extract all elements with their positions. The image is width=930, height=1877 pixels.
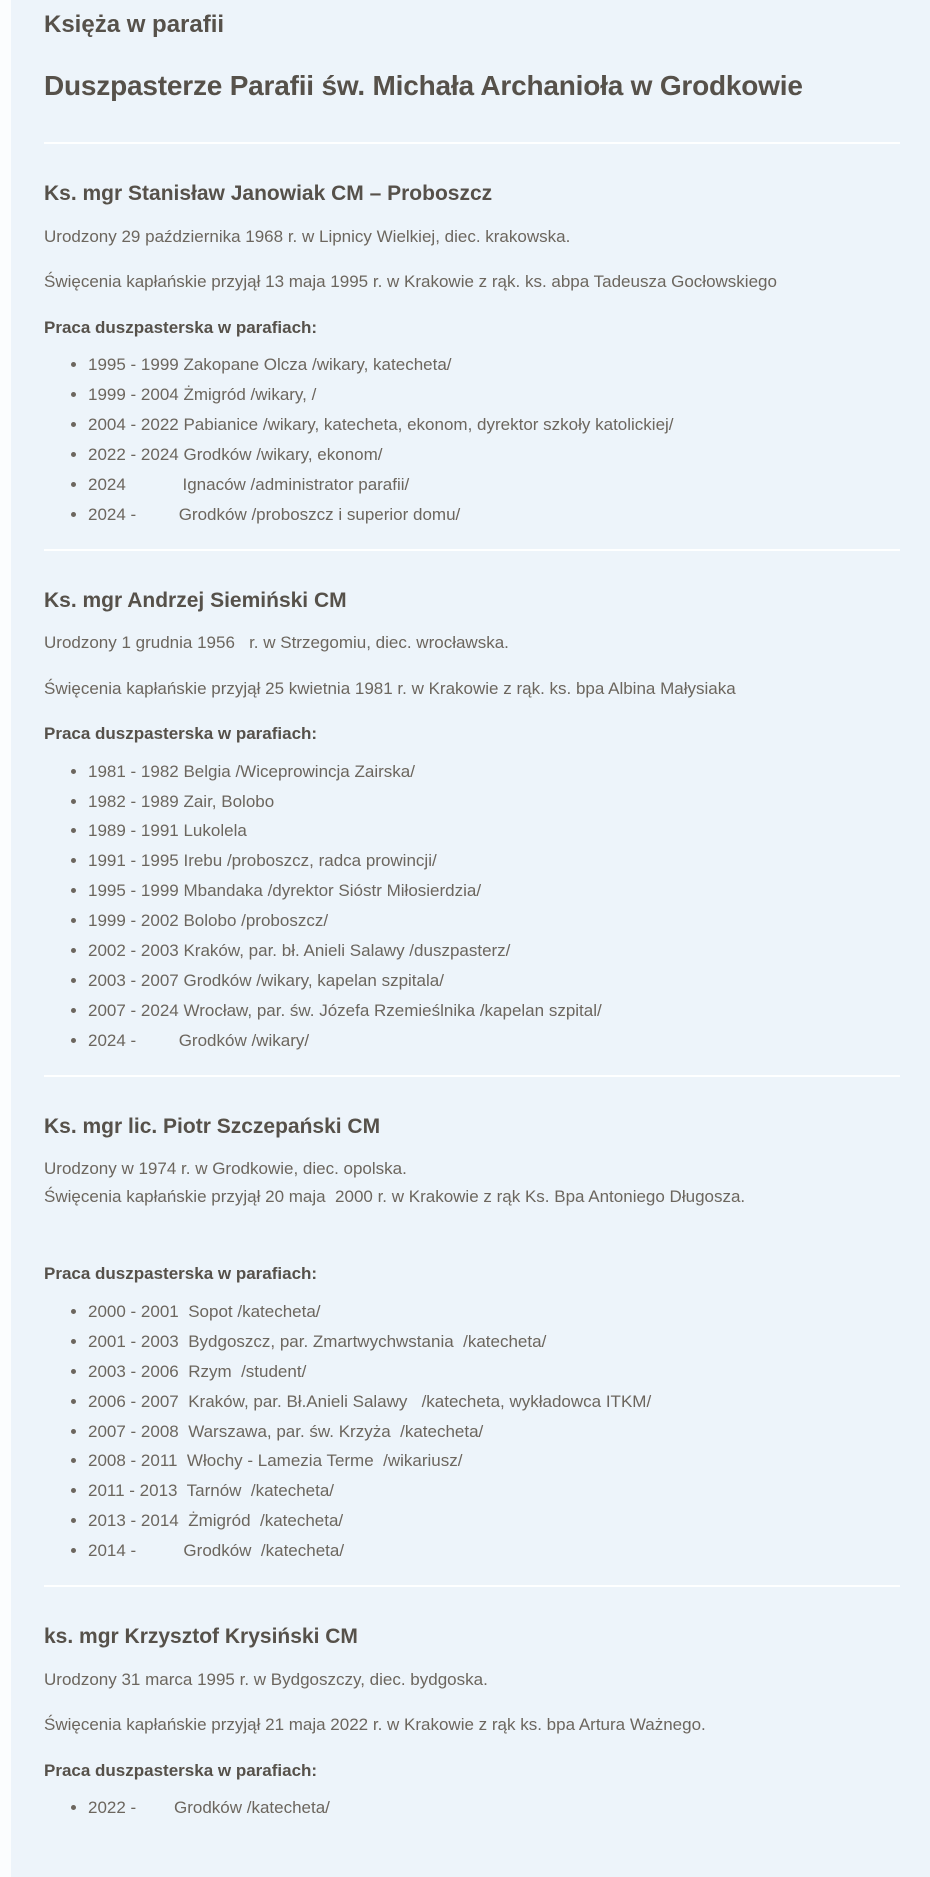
assignment-item: • 2008 - 2011 Włochy - Lamezia Terme /wikariusz/ [88,1450,900,1473]
assignment-item: • 2007 - 2024 Wrocław, par. św. Józefa Rzemieślnika /kapelan szpital/ [88,1000,900,1023]
assignment-item: • 2024 - Grodków /wikary/ [88,1030,900,1053]
assignment-item: • 2014 - Grodków /katecheta/ [88,1540,900,1563]
priest-section [44,180,900,526]
assignment-list [44,354,900,527]
assignment-item: • 2000 - 2001 Sopot /katecheta/ [88,1301,900,1324]
assignment-item: • 2003 - 2006 Rzym /student/ [88,1361,900,1384]
assignment-item: • 1991 - 1995 Irebu /proboszcz, radca prowincji/ [88,850,900,873]
assignment-list [44,761,900,1053]
assignment-item: • 1995 - 1999 Zakopane Olcza /wikary, katecheta/ [88,354,900,377]
assignment-item: • 2004 - 2022 Pabianice /wikary, katecheta, ekonom, dyrektor szkoły katolickiej/ [88,414,900,437]
birth-info: Urodzony w 1974 r. w Grodkowie, diec. opolska. [44,1159,407,1179]
main-heading: Duszpasterze Parafii św. Michała Archanioła w Grodkowie [44,70,803,101]
birth-info: Urodzony 31 marca 1995 r. w Bydgoszczy, diec. bydgoska. [44,1669,488,1689]
heading-divider [44,142,900,144]
ordination-info: Święcenia kapłańskie przyjął 25 kwietnia 1981 r. w Krakowie z rąk. ks. bpa Albina Małysiaka [44,678,736,698]
assignment-item: • 2007 - 2008 Warszawa, par. św. Krzyża /katecheta/ [88,1421,900,1444]
page-left-edge [0,0,11,1877]
assignment-item: • 1989 - 1991 Lukolela [88,820,900,843]
ordination-info: Święcenia kapłańskie przyjął 13 maja 1995 r. w Krakowie z rąk. ks. abpa Tadeusza Gocłowskiego [44,272,777,292]
assignment-item: • 2024 Ignaców /administrator parafii/ [88,474,900,497]
work-heading: Praca duszpasterska w parafiach: [44,317,318,337]
ordination-info: Święcenia kapłańskie przyjął 20 maja 2000 r. w Krakowie z rąk Ks. Bpa Antoniego Długosza. [44,1186,746,1206]
assignment-list [44,1301,900,1563]
assignment-item: • 2013 - 2014 Żmigród /katecheta/ [88,1510,900,1533]
assignment-item: • 2006 - 2007 Kraków, par. Bł.Anieli Salawy /katecheta, wykładowca ITKM/ [88,1391,900,1414]
assignment-list [44,1797,900,1820]
assignment-item: • 2022 - 2024 Grodków /wikary, ekonom/ [88,444,900,467]
work-heading: Praca duszpasterska w parafiach: [44,1264,318,1284]
priest-name: Ks. mgr lic. Piotr Szczepański CM [44,1114,381,1138]
priest-name: Ks. mgr Andrzej Siemiński CM [44,588,347,612]
priest-name: ks. mgr Krzysztof Krysiński CM [44,1625,358,1649]
assignment-item: • 1995 - 1999 Mbandaka /dyrektor Sióstr Miłosierdzia/ [88,880,900,903]
work-heading: Praca duszpasterska w parafiach: [44,1760,318,1780]
priest-section [44,1623,900,1820]
assignment-item: • 2011 - 2013 Tarnów /katecheta/ [88,1480,900,1503]
ordination-info: Święcenia kapłańskie przyjął 21 maja 2022 r. w Krakowie z rąk ks. bpa Artura Ważnego. [44,1715,706,1735]
assignment-item: • 1999 - 2004 Żmigród /wikary, / [88,384,900,407]
assignment-item: • 1999 - 2002 Bolobo /proboszcz/ [88,910,900,933]
section-divider [44,1075,900,1077]
assignment-item: • 1982 - 1989 Zair, Bolobo [88,791,900,814]
assignment-item: • 2003 - 2007 Grodków /wikary, kapelan szpitala/ [88,970,900,993]
page-title: Księża w parafii [44,11,225,38]
assignment-item: • 2001 - 2003 Bydgoszcz, par. Zmartwychwstania /katecheta/ [88,1331,900,1354]
priest-section [44,1113,900,1563]
assignment-item: • 2022 - Grodków /katecheta/ [88,1797,900,1820]
assignment-item: • 1981 - 1982 Belgia /Wiceprowincja Zairska/ [88,761,900,784]
birth-info: Urodzony 29 października 1968 r. w Lipnicy Wielkiej, diec. krakowska. [44,226,571,246]
section-divider [44,1585,900,1587]
birth-info: Urodzony 1 grudnia 1956 r. w Strzegomiu, diec. wrocławska. [44,633,509,653]
priest-section [44,587,900,1053]
assignment-item: • 2002 - 2003 Kraków, par. bł. Anieli Salawy /duszpasterz/ [88,940,900,963]
assignment-item: • 2024 - Grodków /proboszcz i superior domu/ [88,504,900,527]
work-heading: Praca duszpasterska w parafiach: [44,724,318,744]
priest-name: Ks. mgr Stanisław Janowiak CM – Proboszcz [44,182,493,206]
section-divider [44,549,900,551]
